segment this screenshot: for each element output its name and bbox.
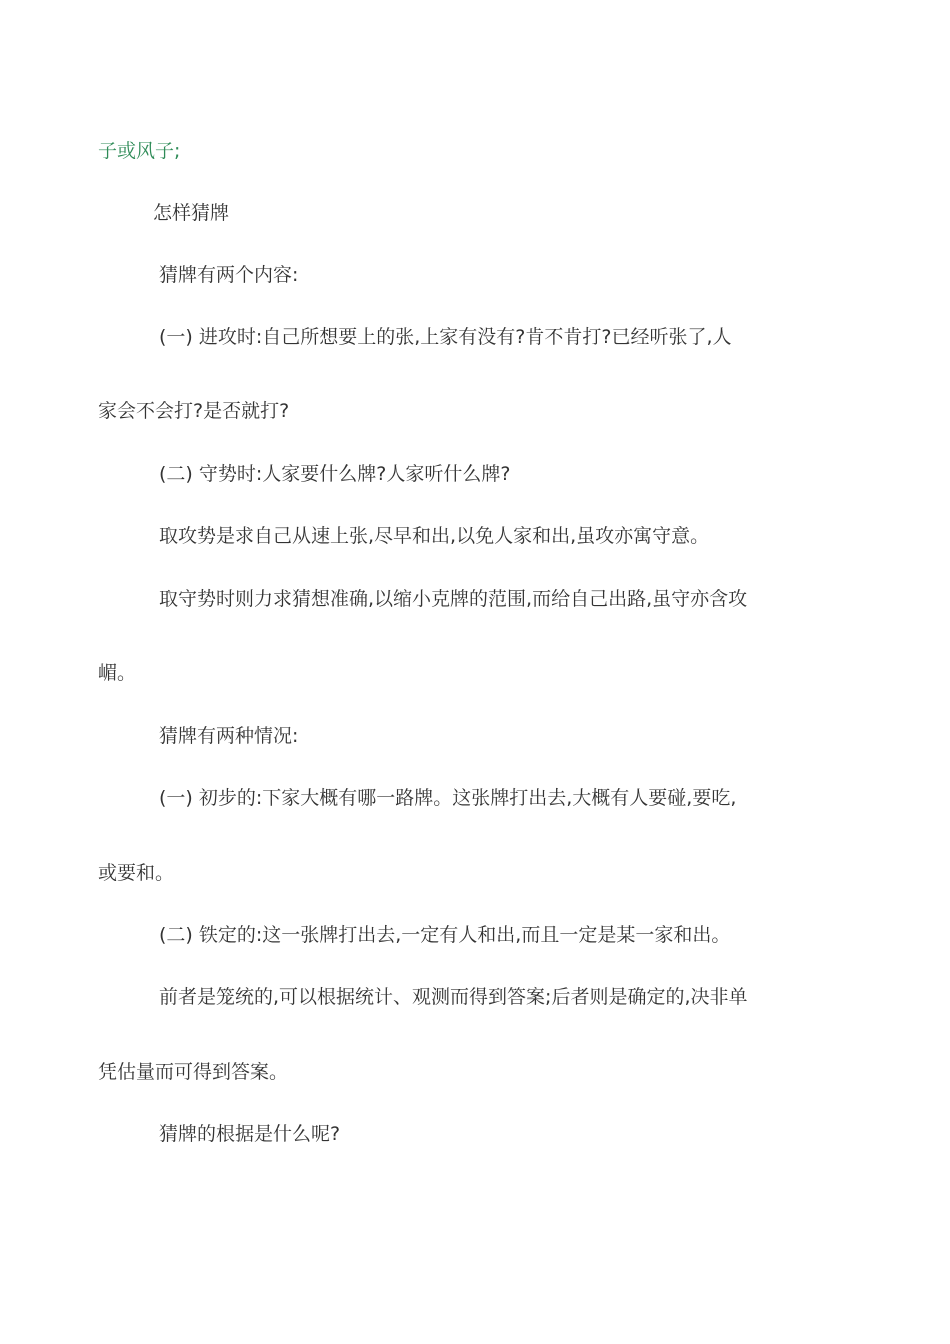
paragraph-line: 家会不会打?是否就打? <box>98 400 290 422</box>
paragraph-line: (二) 铁定的:这一张牌打出去,一定有人和出,而且一定是某一家和出。 <box>159 924 731 946</box>
paragraph-line: 取守势时则力求猜想准确,以缩小克牌的范围,而给自己出路,虽守亦含攻 <box>159 588 748 610</box>
paragraph-line: 猜牌的根据是什么呢? <box>159 1123 341 1145</box>
paragraph-line: 猜牌有两种情况: <box>159 725 299 747</box>
paragraph-line: (一) 进攻时:自己所想要上的张,上家有没有?肯不肯打?已经听张了,人 <box>159 326 732 348</box>
paragraph-line: 或要和。 <box>98 862 175 884</box>
paragraph-line: 取攻势是求自己从速上张,尽早和出,以免人家和出,虽攻亦寓守意。 <box>159 525 710 547</box>
section-heading: 怎样猜牌 <box>153 202 230 224</box>
paragraph-line: (一) 初步的:下家大概有哪一路牌。这张牌打出去,大概有人要碰,要吃, <box>159 787 737 809</box>
continued-text-line: 子或风子; <box>98 140 181 162</box>
paragraph-line: 前者是笼统的,可以根据统计、观测而得到答案;后者则是确定的,决非单 <box>159 986 748 1008</box>
paragraph-line: 嵋。 <box>98 662 137 684</box>
paragraph-line: 猜牌有两个内容: <box>159 264 299 286</box>
paragraph-line: 凭估量而可得到答案。 <box>98 1061 289 1083</box>
paragraph-line: (二) 守势时:人家要什么牌?人家听什么牌? <box>159 463 511 485</box>
